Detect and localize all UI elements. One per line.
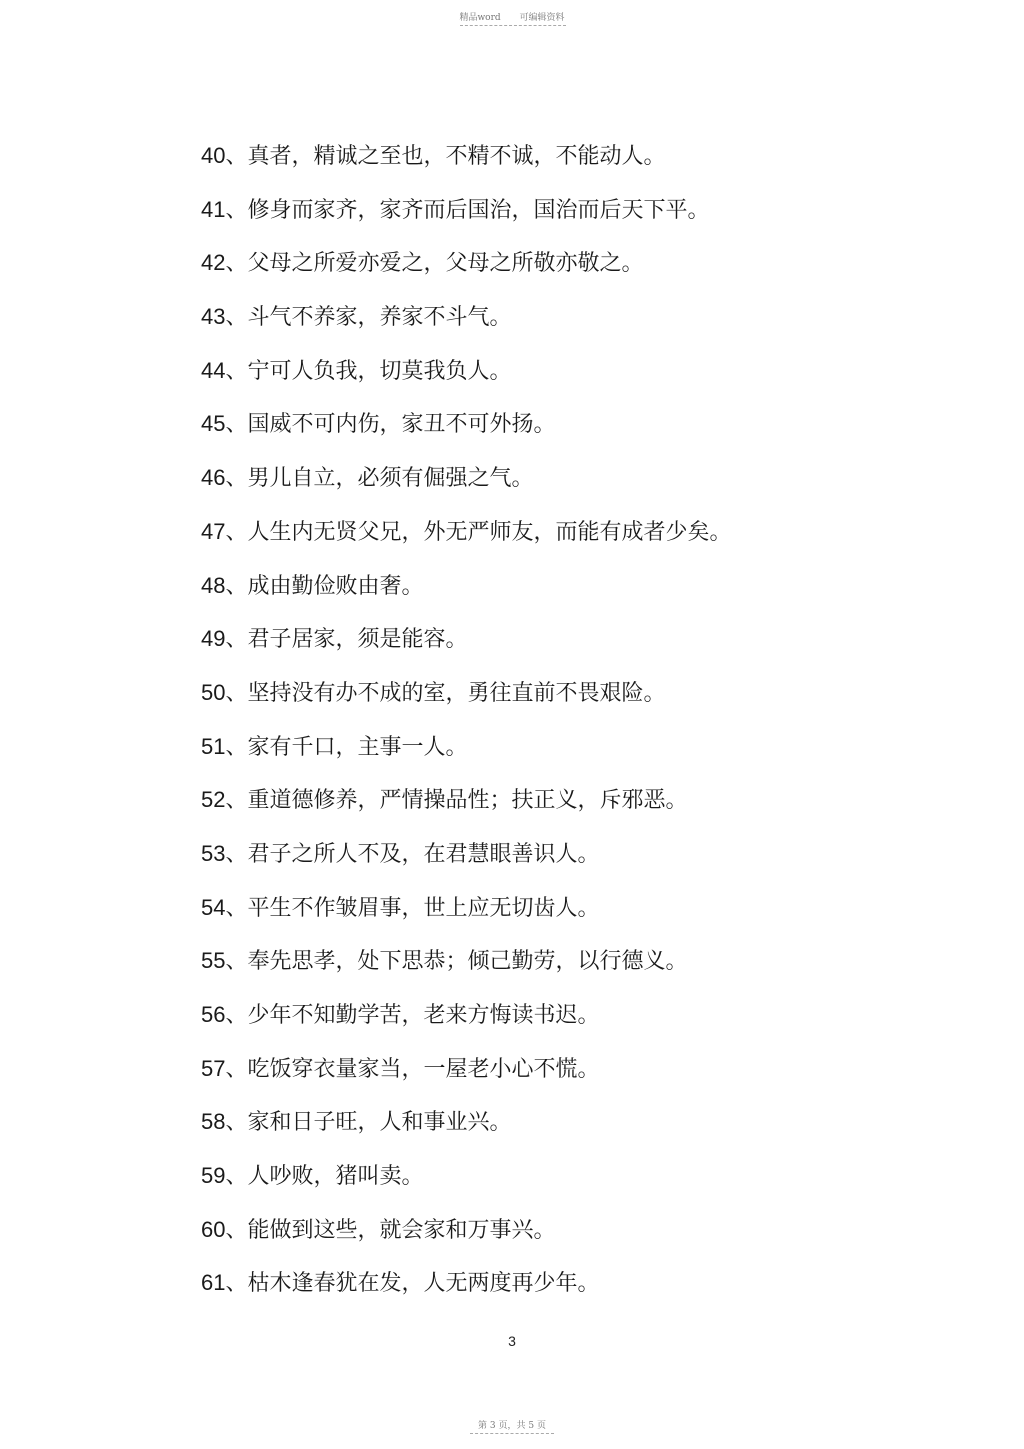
item-number: 42	[201, 250, 226, 276]
item-number: 51	[201, 733, 226, 759]
list-item	[201, 408, 732, 462]
item-text: 、人生内无贤父兄，外无严师友，而能有成者少矣。	[225, 519, 732, 545]
list-item	[201, 838, 732, 892]
list-item	[201, 301, 732, 355]
item-number: 60	[201, 1216, 226, 1242]
item-number: 58	[201, 1109, 226, 1135]
list-item	[201, 892, 732, 946]
page-header	[0, 10, 1024, 23]
list-item	[201, 731, 732, 785]
item-text: 、人吵败，猪叫卖。	[225, 1164, 424, 1190]
item-text: 、坚持没有办不成的室，勇往直前不畏艰险。	[225, 680, 666, 706]
item-text: 、家和日子旺，人和事业兴。	[225, 1110, 512, 1136]
header-left-text: 精品word	[459, 13, 501, 23]
item-number: 40	[201, 143, 226, 168]
list-item	[201, 140, 732, 194]
list-item	[201, 1053, 732, 1107]
item-number: 52	[201, 787, 226, 813]
list-item	[201, 784, 732, 838]
list-item	[201, 570, 732, 624]
list-item	[201, 1267, 732, 1321]
list-item	[201, 1214, 732, 1268]
footer-divider	[470, 1433, 554, 1434]
page-footer: 第 3 页，共 5 页	[478, 1421, 546, 1431]
item-text: 、男儿自立，必须有倔强之气。	[225, 466, 534, 492]
list-item	[201, 1106, 732, 1160]
list-item	[201, 247, 732, 301]
item-number: 44	[201, 357, 226, 383]
proverb-list	[201, 140, 732, 1321]
list-item	[201, 1160, 732, 1214]
item-number: 56	[201, 1002, 226, 1027]
item-text: 、真者，精诚之至也，不精不诚，不能动人。	[225, 144, 666, 169]
item-text: 、成由勤俭败由奢。	[225, 573, 424, 599]
item-number: 59	[201, 1163, 226, 1189]
item-number: 47	[201, 518, 226, 544]
list-item	[201, 945, 732, 999]
list-item	[201, 623, 732, 677]
item-number: 48	[201, 572, 226, 598]
item-text: 、家有千口，主事一人。	[225, 734, 468, 760]
item-number: 57	[201, 1055, 226, 1081]
item-text: 、平生不作皱眉事，世上应无切齿人。	[225, 895, 600, 921]
item-text: 、少年不知勤学苦，老来方悔读书迟。	[225, 1003, 600, 1028]
item-number: 53	[201, 840, 226, 866]
list-item	[201, 516, 732, 570]
page-number: 3	[508, 1333, 516, 1349]
item-number: 61	[201, 1270, 226, 1296]
item-text: 、重道德修养，严情操品性；扶正义，斥邪恶。	[225, 788, 688, 814]
item-text: 、枯木逢春犹在发，人无两度再少年。	[225, 1271, 600, 1297]
item-number: 43	[201, 304, 226, 330]
header-divider	[460, 25, 566, 26]
item-number: 46	[201, 465, 226, 491]
list-item	[201, 194, 732, 248]
item-text: 、君子居家，须是能容。	[225, 627, 468, 653]
item-text: 、宁可人负我，切莫我负人。	[225, 358, 512, 384]
list-item	[201, 677, 732, 731]
list-item	[201, 462, 732, 516]
item-number: 55	[201, 948, 226, 974]
item-number: 41	[201, 196, 226, 222]
item-number: 45	[201, 411, 226, 437]
list-item	[201, 999, 732, 1053]
item-text: 、君子之所人不及，在君慧眼善识人。	[225, 841, 600, 867]
item-text: 、国威不可内伤，家丑不可外扬。	[225, 412, 556, 438]
list-item	[201, 355, 732, 409]
item-number: 54	[201, 894, 226, 920]
item-text: 、斗气不养家，养家不斗气。	[225, 305, 512, 331]
item-number: 50	[201, 679, 226, 705]
item-text: 、能做到这些，就会家和万事兴。	[225, 1217, 556, 1243]
item-number: 49	[201, 626, 226, 652]
item-text: 、奉先思孝，处下思恭；倾己勤劳，以行德义。	[225, 949, 688, 975]
item-text: 、吃饭穿衣量家当，一屋老小心不慌。	[225, 1056, 600, 1082]
item-text: 、修身而家齐，家齐而后国治，国治而后天下平。	[225, 197, 710, 223]
header-right-text: 可编辑资料	[519, 13, 565, 23]
item-text: 、父母之所爱亦爱之，父母之所敬亦敬之。	[225, 251, 644, 277]
